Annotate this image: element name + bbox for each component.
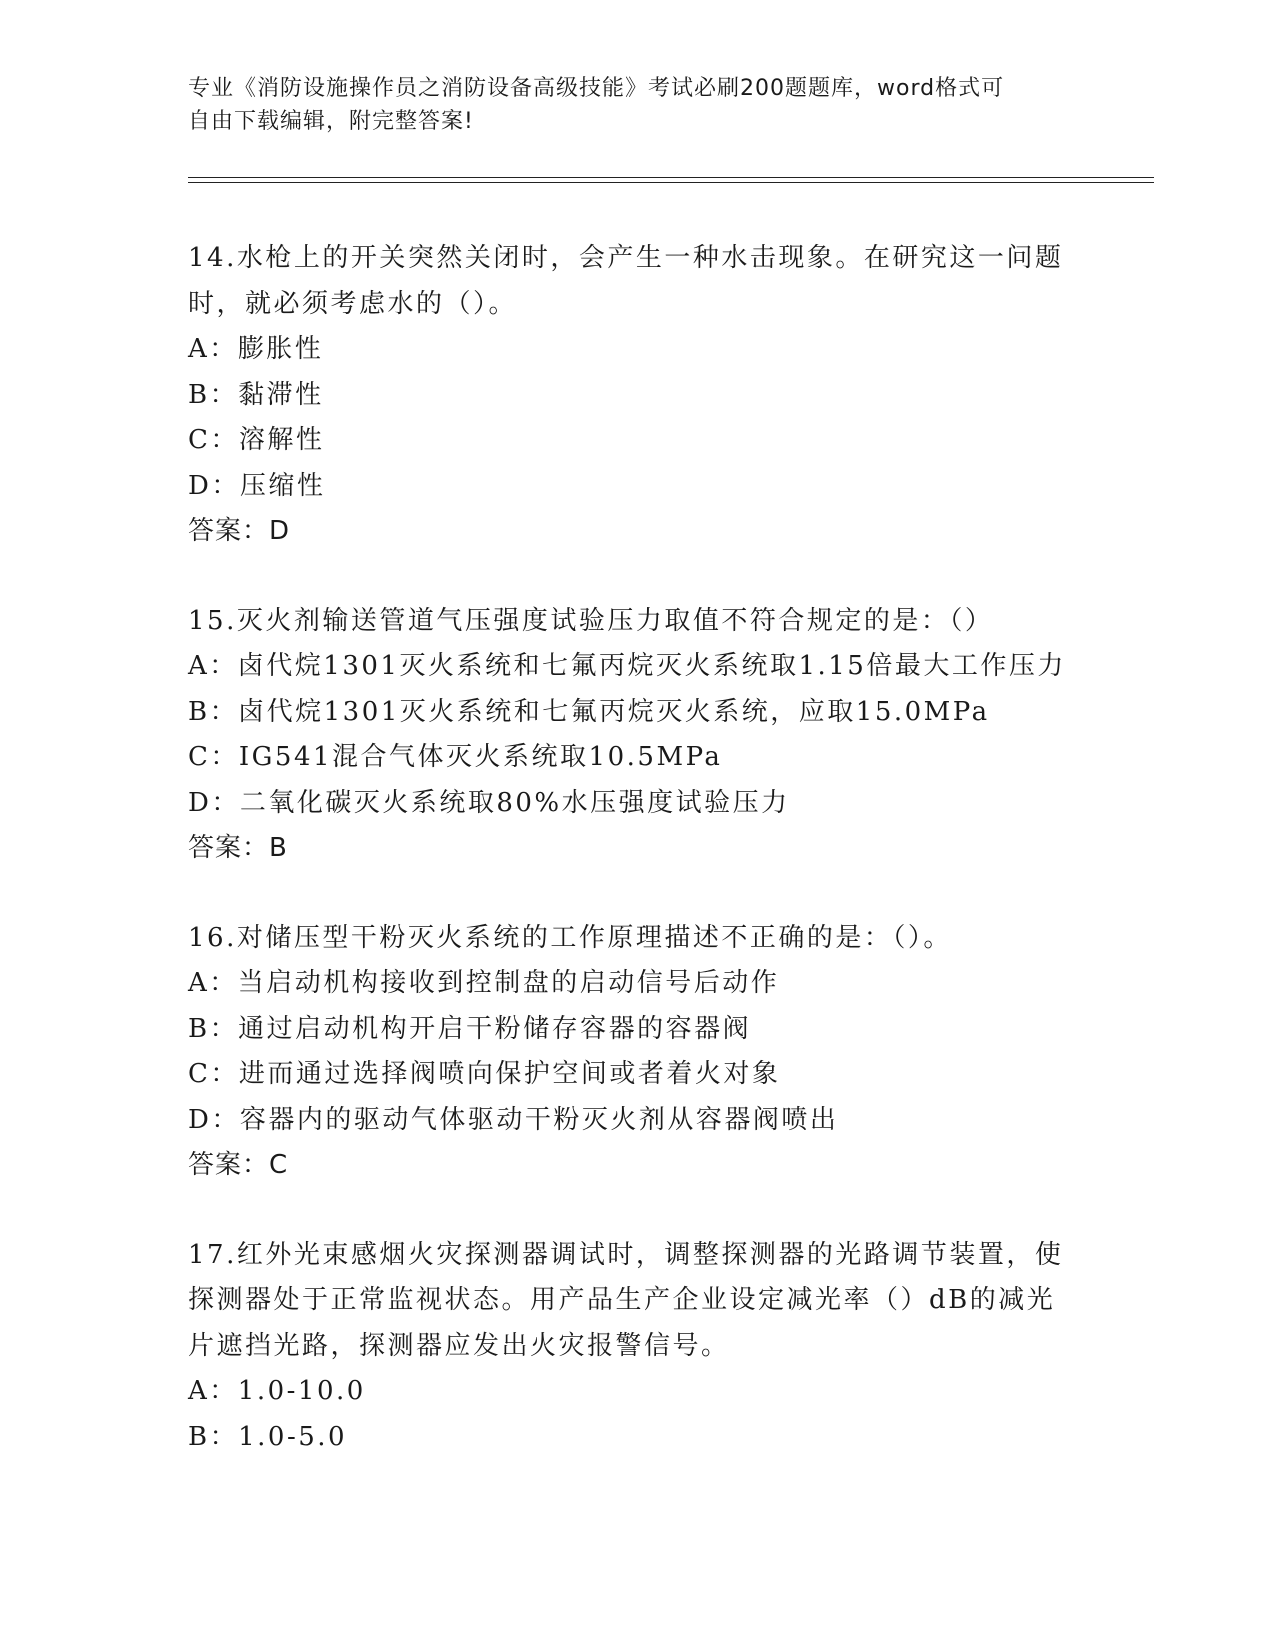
answer: 答案：B [188,833,288,863]
option-c: C：溶解性 [188,425,325,455]
question-text-line: 17.红外光束感烟火灾探测器调试时，调整探测器的光路调节装置，使 [188,1239,1064,1270]
option-b: B：黏滞性 [188,379,324,410]
answer: 答案：D [188,516,291,546]
option-b: B：通过启动机构开启干粉储存容器的容器阀 [188,1013,752,1044]
question-text-line: 时，就必须考虑水的（）。 [188,288,518,319]
header-line-2: 自由下载编辑，附完整答案! [188,109,474,134]
answer: 答案：C [188,1150,289,1180]
question-text-line: 15.灭火剂输送管道气压强度试验压力取值不符合规定的是：（） [188,605,994,636]
option-a: A：卤代烷1301灭火系统和七氟丙烷灭火系统取1.15倍最大工作压力 [188,651,1066,681]
option-c: C：进而通过选择阀喷向保护空间或者着火对象 [188,1059,781,1089]
option-b: B：卤代烷1301灭火系统和七氟丙烷灭火系统，应取15.0MPa [188,696,990,727]
question-text-line: 16.对储压型干粉灭火系统的工作原理描述不正确的是：（）。 [188,922,952,953]
question-15 [188,599,1088,872]
option-a: A：膨胀性 [188,334,324,364]
question-list [188,236,1088,1504]
option-d: D：容器内的驱动气体驱动干粉灭火剂从容器阀喷出 [188,1104,839,1135]
option-d: D：压缩性 [188,470,326,501]
question-16 [188,916,1088,1189]
option-b: B：1.0-5.0 [188,1421,348,1452]
header-divider-bottom [188,182,1154,183]
question-17 [188,1233,1088,1461]
question-text-line: 片遮挡光路，探测器应发出火灾报警信号。 [188,1330,730,1361]
option-a: A：当启动机构接收到控制盘的启动信号后动作 [188,968,780,998]
header-divider-top [188,177,1154,178]
option-c: C：IG541混合气体灭火系统取10.5MPa [188,742,723,772]
option-a: A：1.0-10.0 [188,1376,366,1406]
question-text-line: 14.水枪上的开关突然关闭时，会产生一种水击现象。在研究这一问题 [188,243,1064,273]
header-line-1: 专业《消防设施操作员之消防设备高级技能》考试必刷200题题库，word格式可 [188,76,1005,101]
option-d: D：二氧化碳灭火系统取80%水压强度试验压力 [188,787,790,818]
document-header [188,72,1068,138]
question-14 [188,236,1088,555]
question-text-line: 探测器处于正常监视状态。用产品生产企业设定减光率（）dB的减光 [188,1285,1056,1315]
